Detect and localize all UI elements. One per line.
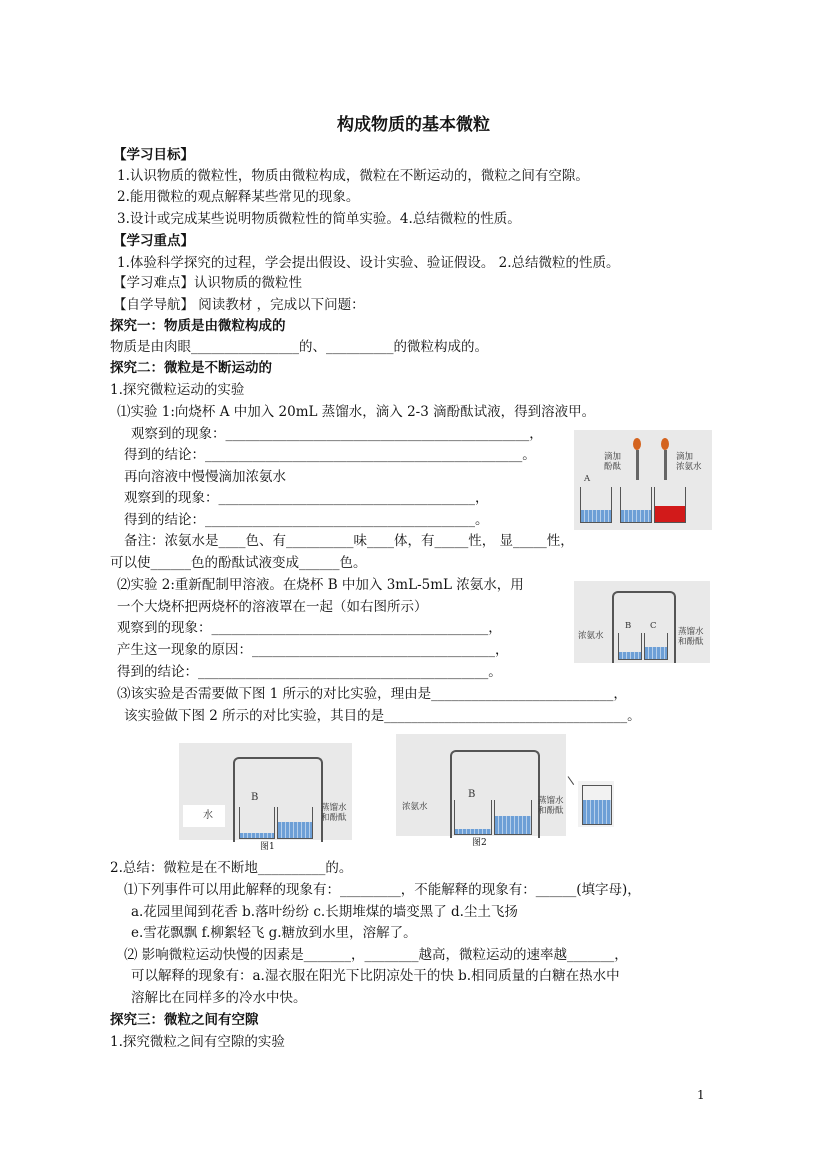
objective-1: 1.认识物质的微粒性，物质由微粒构成，微粒在不断运动的，微粒之间有空隙。: [117, 168, 589, 184]
exp1-observation: 观察到的现象：_____________________________________________，: [131, 426, 543, 442]
section-1-heading: 探究一：物质是由微粒构成的: [110, 318, 286, 334]
fig2-beaker-b: [454, 800, 492, 835]
exp1-conclusion-2: 得到的结论：________________________________________。: [124, 512, 489, 528]
ammonia-label: 浓氨水: [578, 631, 604, 641]
exp1-observation-2: 观察到的现象：______________________________________，: [124, 490, 489, 506]
experiment-title: 1.探究微粒运动的实验: [110, 382, 245, 398]
figure-1-caption: 图1: [260, 842, 275, 852]
fig1-beaker-b: [239, 807, 275, 839]
figure-1: [179, 743, 352, 840]
beaker-phenolphthalein: [620, 487, 652, 523]
beaker-red: [654, 487, 686, 523]
exp1-add-ammonia: 再向溶液中慢慢滴加浓氨水: [124, 469, 286, 485]
fig1-right-label: 蒸馏水 和酚酞: [321, 803, 347, 823]
exp2-conclusion: 得到的结论：___________________________________________。: [117, 664, 502, 680]
heading-key-points: 【学习重点】: [113, 233, 194, 249]
difficulty-line: 【学习难点】认识物质的微粒性: [113, 275, 302, 291]
summary-question-2: ⑵ 影响微粒运动快慢的因素是_______，________越高，微粒运动的速率越_______，: [124, 947, 628, 963]
exp1-conclusion: 得到的结论：_______________________________________________。: [124, 447, 536, 463]
dropper-tube-2: [664, 450, 667, 480]
fig2-right-label: 蒸馏水 和酚酞: [538, 796, 564, 816]
options-a-d: a.花园里闻到花香 b.落叶纷纷 c.长期堆煤的墙变黑了 d.尘土飞扬: [131, 904, 518, 920]
section-3-experiment: 1.探究微粒之间有空隙的实验: [110, 1034, 285, 1050]
figure-2-caption: 图2: [472, 838, 487, 848]
key-point-line: 1.体验科学探究的过程，学会提出假设、设计实验、验证假设。 2.总结微粒的性质。: [117, 255, 620, 271]
beaker-a: [580, 487, 612, 523]
dropper-bulb: [633, 438, 641, 450]
heading-objectives: 【学习目标】: [113, 147, 194, 163]
section-2-heading: 探究二：微粒是不断运动的: [110, 360, 272, 376]
self-study-line: 【自学导航】 阅读教材 ，完成以下问题：: [113, 297, 365, 313]
exp2-reason: 产生这一现象的原因：____________________________________，: [117, 642, 509, 658]
page-number: 1: [697, 1088, 705, 1102]
beaker-drop-figure: [574, 430, 712, 530]
summary-line: 2.总结：微粒是在不断地__________的。: [110, 860, 353, 876]
experiment-2-desc: ⑵实验 2:重新配制甲溶液。在烧杯 B 中加入 3mL-5mL 浓氨水，用: [117, 577, 524, 593]
fig1-beaker-c: [277, 807, 313, 839]
dropper-tube: [636, 450, 639, 480]
experiment-2-desc-2: 一个大烧杯把两烧杯的溶液罩在一起（如右图所示）: [117, 599, 428, 615]
experiment-1-desc: ⑴实验 1:向烧杯 A 中加入 20mL 蒸馏水，滴入 2-3 滴酚酞试液，得到溶液甲。: [117, 404, 596, 420]
drop-phenolphthalein-label: 滴加 酚酞: [604, 452, 622, 472]
ammonia-note: 备注：浓氨水是____色、有__________味____体，有_____性， 显_____性，: [124, 533, 574, 549]
figure-2: [396, 734, 566, 836]
side-beaker-figure: [578, 781, 614, 827]
fig2-beaker-c: [494, 800, 532, 835]
exp3-question-1: ⑶该实验是否需要做下图 1 所示的对比实验，理由是___________________________，: [117, 686, 627, 702]
water-phenolphthalein-label: 蒸馏水 和酚酞: [678, 627, 704, 647]
options-e-g: e.雪花飘飘 f.柳絮轻飞 g.糖放到水里，溶解了。: [131, 925, 417, 941]
summary-question-2-c: 溶解比在同样多的冷水中快。: [131, 990, 307, 1006]
exp2-observation: 观察到的现象：_________________________________________，: [117, 620, 502, 636]
fig1-beaker-b-label: B: [251, 792, 259, 803]
beaker-c-label: C: [650, 621, 657, 631]
bell-jar-figure: [574, 581, 710, 663]
section-1-question: 物质是由肉眼________________的、__________的微粒构成的。: [110, 339, 488, 355]
ammonia-note-2: 可以使______色的酚酞试液变成______色。: [110, 555, 367, 571]
beaker-b: [618, 633, 642, 660]
exp3-question-2: 该实验做下图 2 所示的对比实验，其目的是____________________________________。: [124, 708, 641, 724]
objective-2: 2.能用微粒的观点解释某些常见的现象。: [117, 189, 360, 205]
summary-question-1: ⑴下列事件可以用此解释的现象有：_________，不能解释的现象有：______(填字母)，: [124, 882, 641, 898]
beaker-c: [644, 633, 668, 660]
fig2-left-label: 浓氨水: [402, 802, 428, 812]
summary-question-2-b: 可以解释的现象有：a.湿衣服在阳光下比阴凉处干的快 b.相同质量的白糖在热水中: [131, 968, 620, 984]
section-3-heading: 探究三：微粒之间有空隙: [110, 1012, 259, 1028]
pointer-line: [568, 776, 575, 785]
objective-3: 3.设计或完成某些说明物质微粒性的简单实验。4.总结微粒的性质。: [117, 211, 521, 227]
beaker-b-label: B: [625, 621, 632, 631]
beaker-a-label: A: [584, 474, 591, 484]
drop-ammonia-label: 滴加 浓氨水: [676, 452, 702, 472]
dropper-bulb-2: [661, 438, 669, 450]
fig2-beaker-b-label: B: [468, 789, 476, 800]
fig1-left-label: 水: [203, 810, 213, 821]
page-title: 构成物质的基本微粒: [337, 115, 490, 135]
side-beaker: [582, 785, 612, 825]
